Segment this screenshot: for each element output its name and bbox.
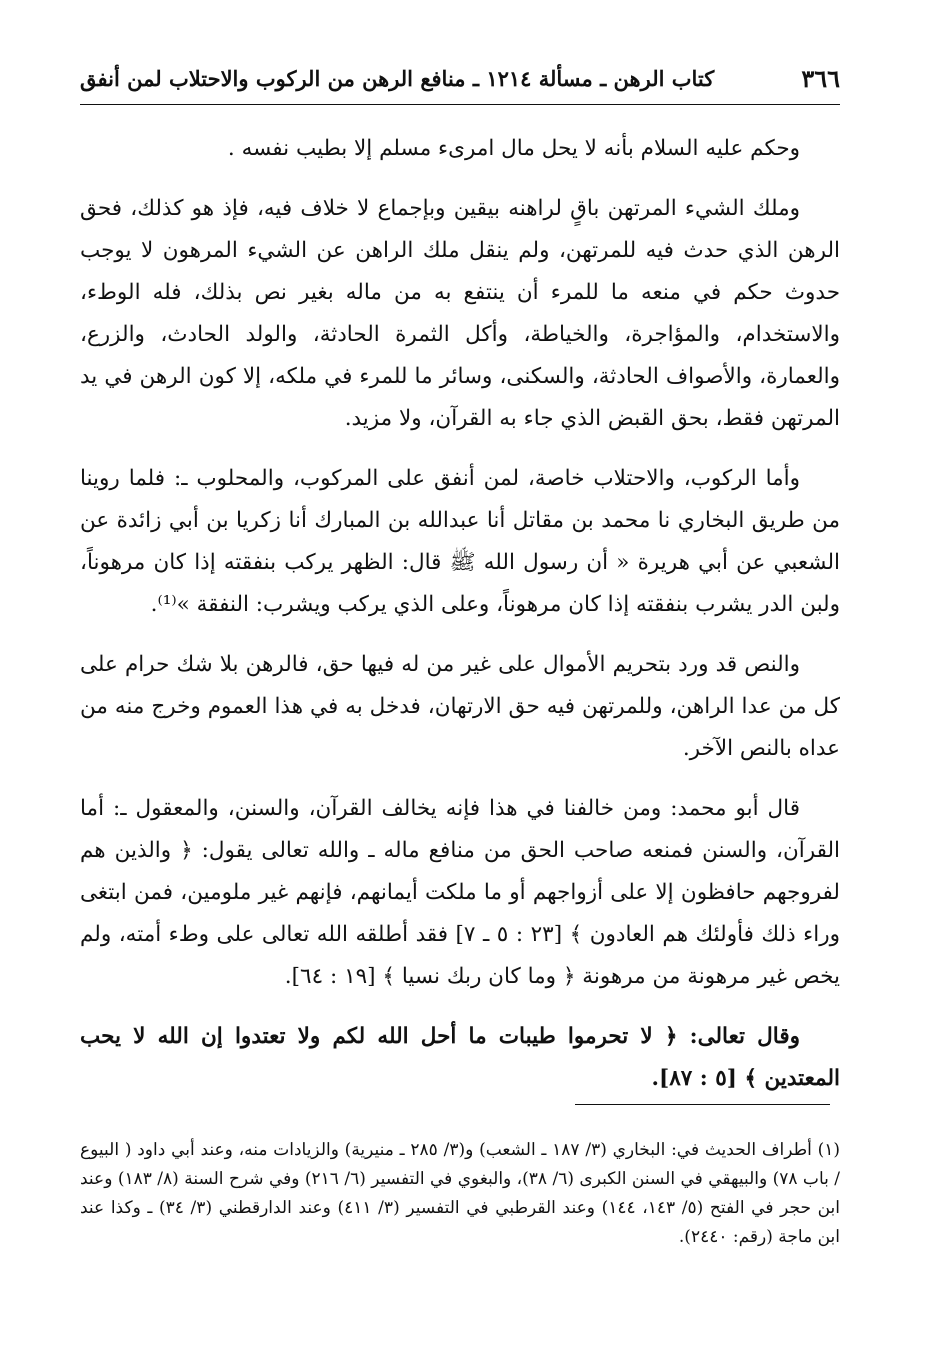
page-number: ٣٦٦	[801, 63, 840, 93]
paragraph-text: والنص قد ورد بتحريم الأموال على غير من له فيها حق، فالرهن بلا شك حرام على كل من عدا الراهن، وللمرتهن فيه حق الارتهان، فدخل به في هذا العموم وخرج منه من عداه بالنص الآخر.	[80, 652, 840, 761]
running-title: كتاب الرهن ـ مسألة ١٢١٤ ـ منافع الرهن من الركوب والاحتلاب لمن أنفق	[80, 65, 715, 91]
paragraph-text: وحكم عليه السلام بأنه لا يحل مال امرىء مسلم إلا بطيب نفسه .	[227, 136, 800, 161]
header-rule	[80, 104, 840, 105]
paragraph	[80, 128, 840, 170]
footnote: (١) أطراف الحديث في: البخاري (٣/ ١٨٧ ـ الشعب) و(٣/ ٢٨٥ ـ منيرية) والزيادات منه، وعند أبي داود ( البيوع / باب ٧٨) والبيهقي في السنن الكبرى (٦/ ٣٨)، والبغوي في التفسير (٦/ ٢١٦) وفي شرح السنة (٨/ ١٨٣) وعند ابن حجر في الفتح (٥/ ١٤٣، ١٤٤) وعند القرطبي في التفسير (٣/ ٤١١) وعند الدارقطني (٣/ ٣٤) ـ وكذا عند ابن ماجة (رقم: ٢٤٤٠).	[80, 1140, 840, 1247]
footnote-rule	[575, 1104, 830, 1105]
paragraph-text: وأما الركوب، والاحتلاب خاصة، لمن أنفق على المركوب، والمحلوب ـ: فلما روينا من طريق البخاري نا محمد بن مقاتل أنا عبدالله بن المبارك أنا زكريا بن أبي زائدة عن الشعبي عن أبي هريرة « أن رسول الله ﷺ قال: الظهر يركب بنفقته إذا كان مرهوناً، ولبن الدر يشرب بنفقته إذا كان مرهوناً، وعلى الذي يركب ويشرب: النفقة »⁽¹⁾.	[80, 466, 840, 617]
body-text	[80, 128, 840, 1118]
paragraph-text: وملك الشيء المرتهن باقٍ لراهنه بيقين وبإجماع لا خلاف فيه، فإذ هو كذلك، فحق الرهن الذي حدث فيه للمرتهن، ولم ينقل ملك الراهن عن الشيء المرهون لا يوجب حدوث حكم في منعه ما للمرء أن ينتفع به من ماله بغير نص بذلك، فله الوطء، والاستخدام، والمؤاجرة، والخياطة، وأكل الثمرة الحادثة، والولد الحادث، والزرع، والعمارة، والأصواف الحادثة، والسكنى، وسائر ما للمرء في ملكه، إلا كون الرهن في يد المرتهن فقط، بحق القبض الذي جاء به القرآن، ولا مزيد.	[80, 196, 840, 431]
paragraph-text: وقال تعالى: ﴿ لا تحرموا طيبات ما أحل الله لكم ولا تعتدوا إن الله لا يحب المعتدين ﴾ [٥ : ٨٧].	[80, 1024, 840, 1091]
paragraph	[80, 788, 840, 998]
paragraph	[80, 458, 840, 626]
paragraph	[80, 644, 840, 770]
page-header	[80, 58, 840, 98]
paragraph	[80, 188, 840, 440]
paragraph	[80, 1016, 840, 1100]
paragraph-text: قال أبو محمد: ومن خالفنا في هذا فإنه يخالف القرآن، والسنن، والمعقول ـ: أما القرآن، والسنن فمنعه صاحب الحق من منافع ماله ـ والله تعالى يقول: ﴿ والذين هم لفروجهم حافظون إلا على أزواجهم أو ما ملكت أيمانهم، فإنهم غير ملومين، فمن ابتغى وراء ذلك فأولئك هم العادون ﴾ [٢٣ : ٥ ـ ٧] فقد أطلقه الله تعالى على وطء أمته، ولم يخص غير مرهونة من مرهونة ﴿ وما كان ربك نسيا ﴾ [١٩ : ٦٤].	[80, 796, 841, 989]
